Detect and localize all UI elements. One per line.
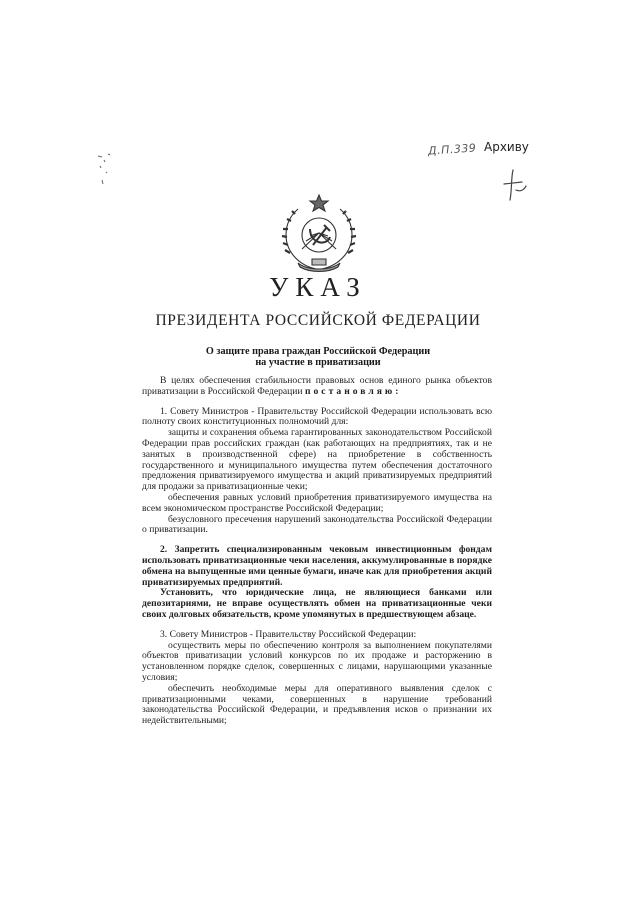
preamble-text: В целях обеспечения стабильности правовых основ единого рынка объектов приватизации в Российской Федерации (142, 375, 492, 397)
scan-artifact-mark (96, 150, 136, 190)
section-3-item: обеспечить необходимые меры для оперативного выявления сделок с приватизационными чеками, совершенных в нарушение требований законодательства Российской Федерации, и предъявления исков о признании их недействительными; (142, 682, 492, 727)
section-1-item: безусловного пресечения нарушений законодательства Российской Федерации о приватизации. (142, 513, 492, 536)
section-3-intro: 3. Совету Министров - Правительству Российской Федерации: (160, 628, 417, 640)
document-subtitle: ПРЕЗИДЕНТА РОССИЙСКОЙ ФЕДЕРАЦИИ (155, 312, 481, 329)
rsfsr-coat-of-arms-icon (280, 193, 358, 275)
decree-word: постановляю: (304, 385, 402, 397)
decree-body (142, 376, 492, 727)
decree-heading-line-1: О защите права граждан Российской Федерации (205, 346, 431, 357)
archive-note: Архиву (484, 140, 529, 154)
preamble-paragraph (142, 376, 492, 398)
archive-stamp-number: Д.П.339 (427, 141, 477, 158)
section-3-item: осуществить меры по обеспечению контроля за выполнением покупателями объектов приватизации условий конкурсов по их продаже и расторжению в установленном порядке сделок, совершенных с лицами, нарушающими указанные условия; (142, 639, 492, 683)
section-1-item: обеспечения равных условий приобретения приватизируемого имущества на всем экономическом пространстве Российской Федерации; (142, 491, 492, 514)
handwritten-mark-icon (500, 168, 530, 204)
decree-heading-line-2: на участие в приватизации (255, 357, 381, 368)
section-1-item: защиты и сохранения объема гарантированных законодательством Российской Федерации прав российских граждан (как работающих на предприятиях, так и не занятых в производственной сфере) на приобретение в собственность государственного и муниципального имущества путем обеспечения достаточного предложения приватизируемого имущества и акций приватизируемых предприятий для продажи за приватизационные чеки; (142, 427, 492, 493)
section-2-paragraph-1: 2. Запретить специализированным чековым инвестиционным фондам использовать приватизационные чеки населения, аккумулированные в порядке обмена на выпущенные ими ценные бумаги, иначе как для приобретения акций приватизируемых предприятий. (142, 544, 492, 588)
document-title: УКАЗ (269, 272, 367, 302)
section-1-intro: 1. Совету Министров - Правительству Российской Федерации использовать всю полноту своих конституционных полномочий для: (142, 405, 492, 428)
section-2-paragraph-2: Установить, что юридические лица, не являющиеся банками или депозитариями, не вправе осуществлять обмен на приватизационные чеки своих долговых обязательств, кроме упомянутых в предшествующем абзаце. (142, 587, 492, 620)
decree-heading (0, 346, 636, 368)
